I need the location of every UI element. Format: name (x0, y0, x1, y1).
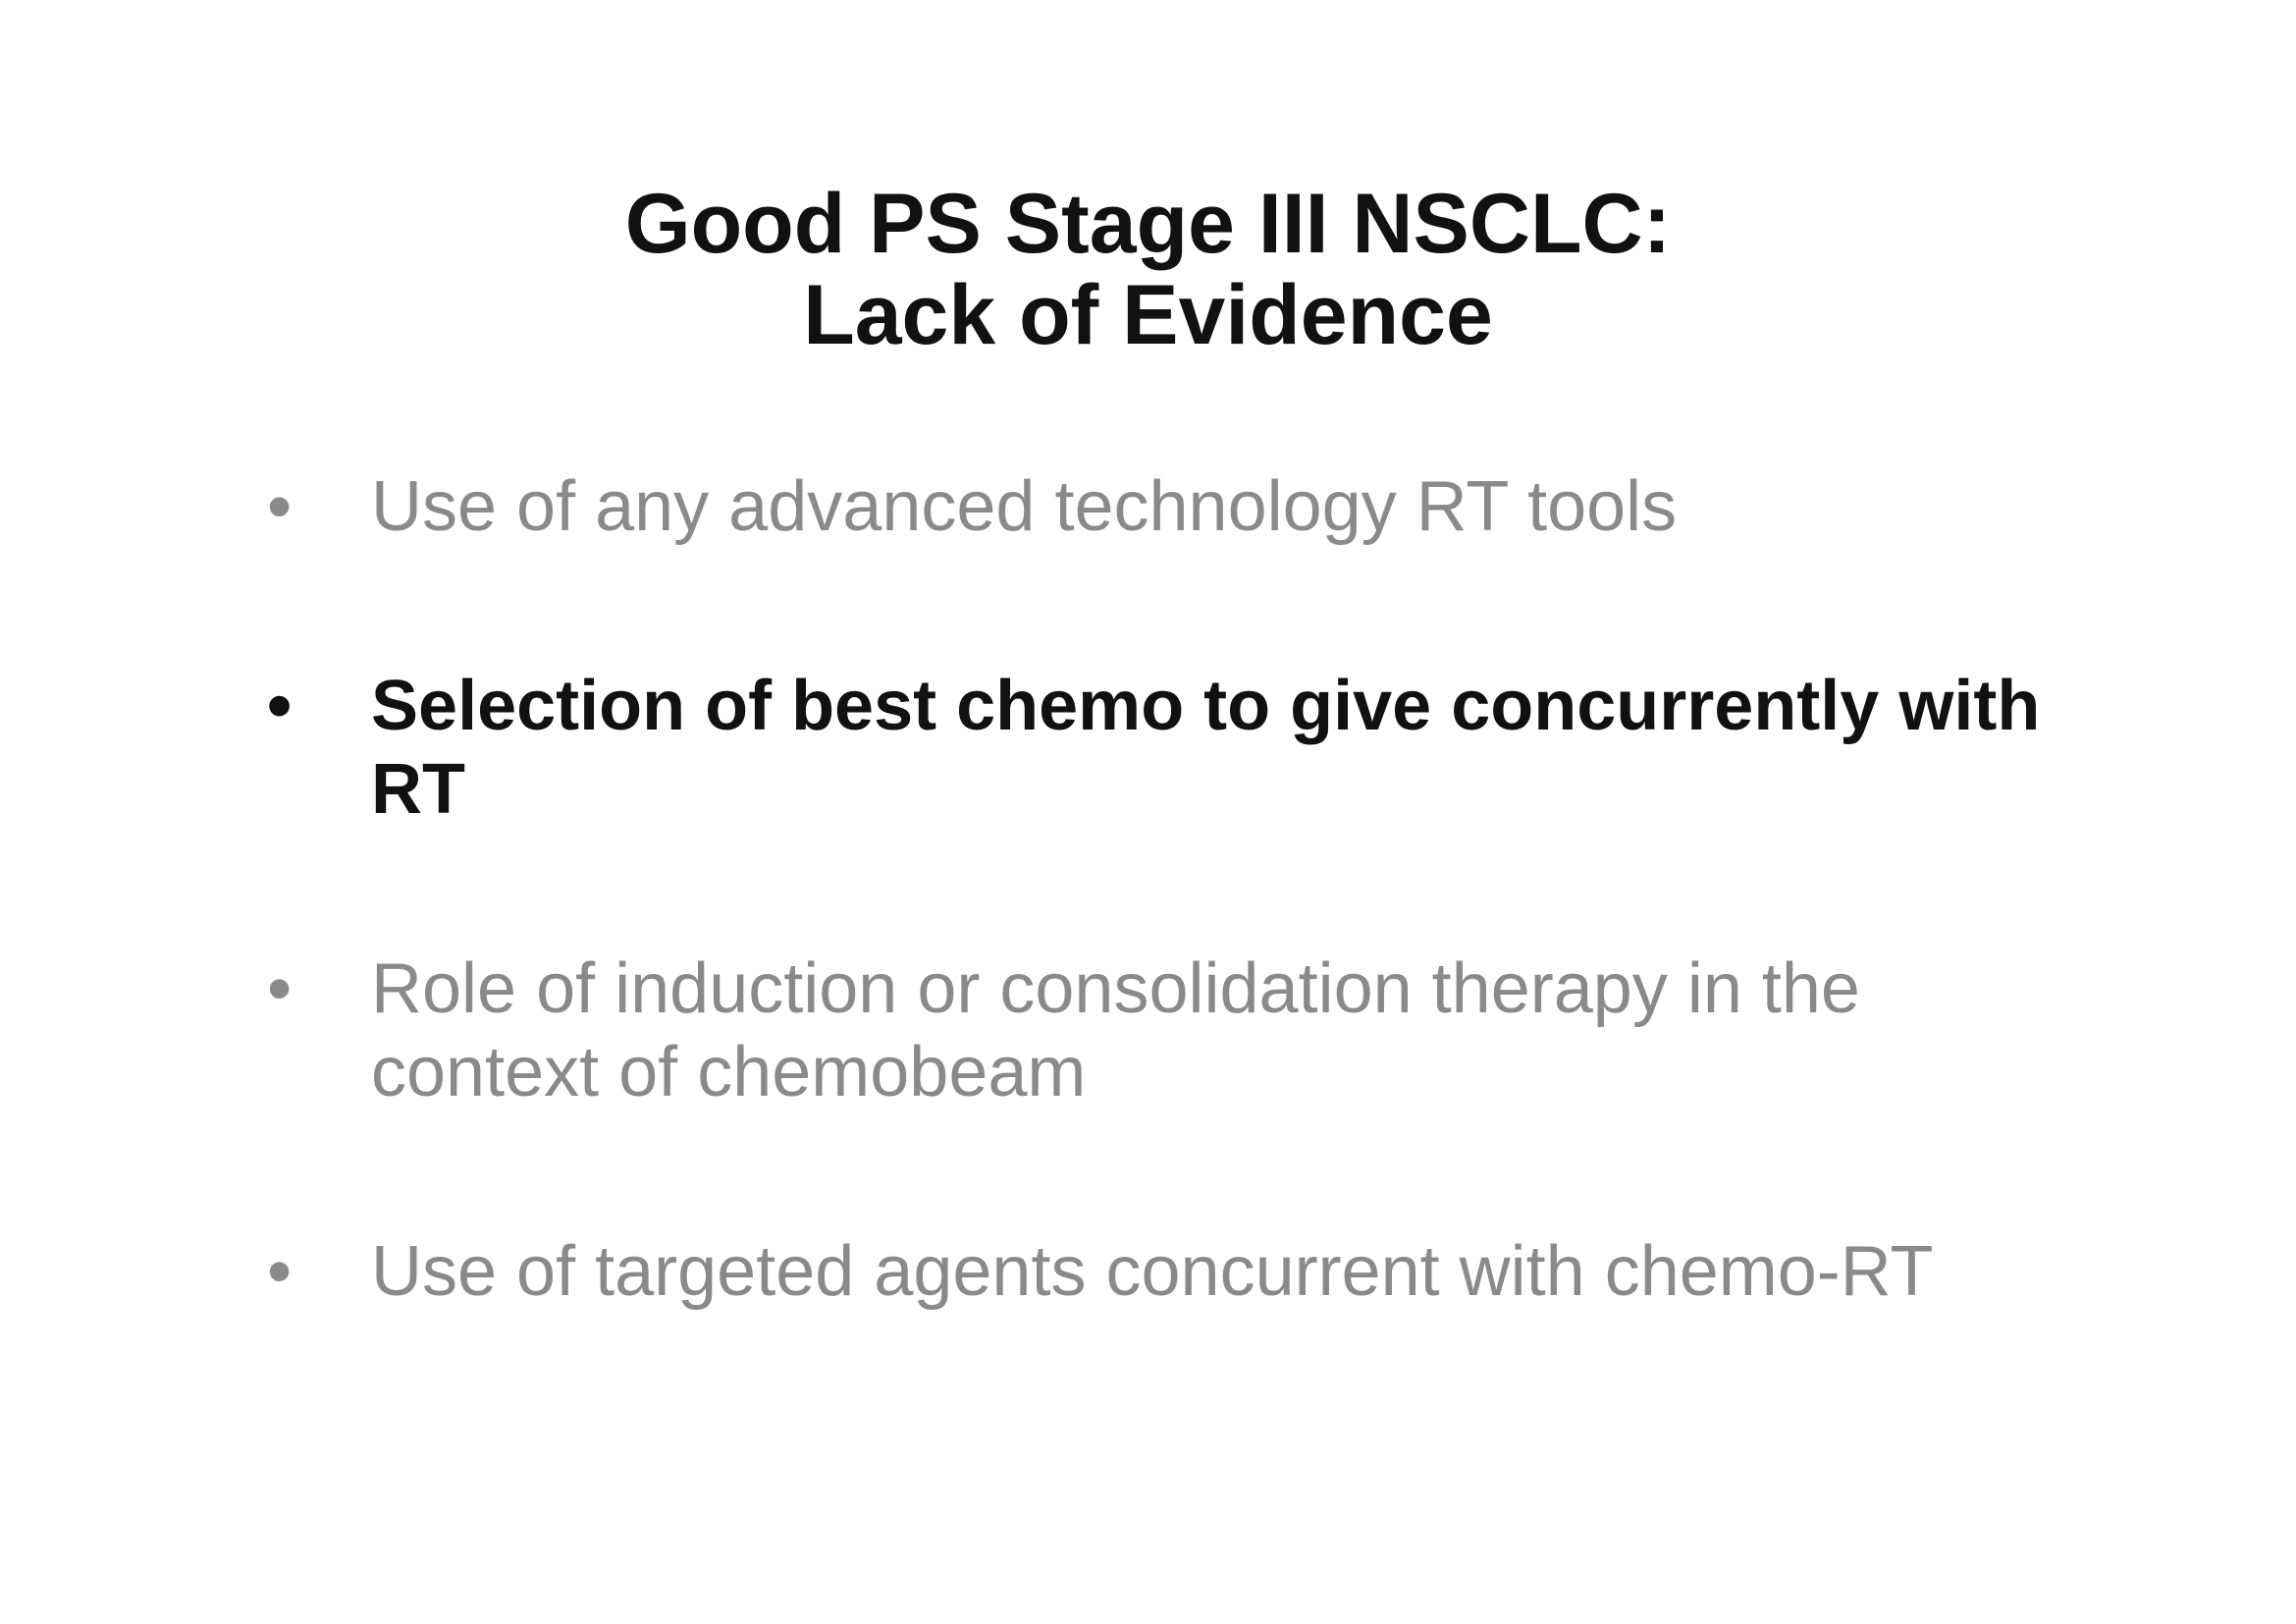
title-line-1: Good PS Stage III NSCLC: (624, 177, 1672, 271)
bullet-item-induction-consolidation (267, 947, 2083, 1124)
bullet-text: Role of induction or consolidation therapy in the context of chemobeam (371, 949, 1860, 1111)
bullet-dot-icon: • (267, 1232, 293, 1311)
bullet-text: Use of targeted agents concurrent with chemo-RT (371, 1232, 1934, 1311)
bullet-text: Selection of best chemo to give concurrently with RT (371, 667, 2041, 829)
bullet-dot-icon: • (267, 667, 293, 745)
bullet-dot-icon: • (267, 467, 293, 546)
bullet-item-targeted-agents (267, 1230, 2083, 1407)
slide-title (0, 179, 2296, 361)
bullet-dot-icon: • (267, 949, 293, 1028)
bullet-item-advanced-technology (267, 465, 2083, 554)
bullet-item-best-chemo (267, 665, 2083, 841)
title-line-2: Lack of Evidence (803, 268, 1493, 362)
bullet-text: Use of any advanced technology RT tools (371, 467, 1678, 546)
